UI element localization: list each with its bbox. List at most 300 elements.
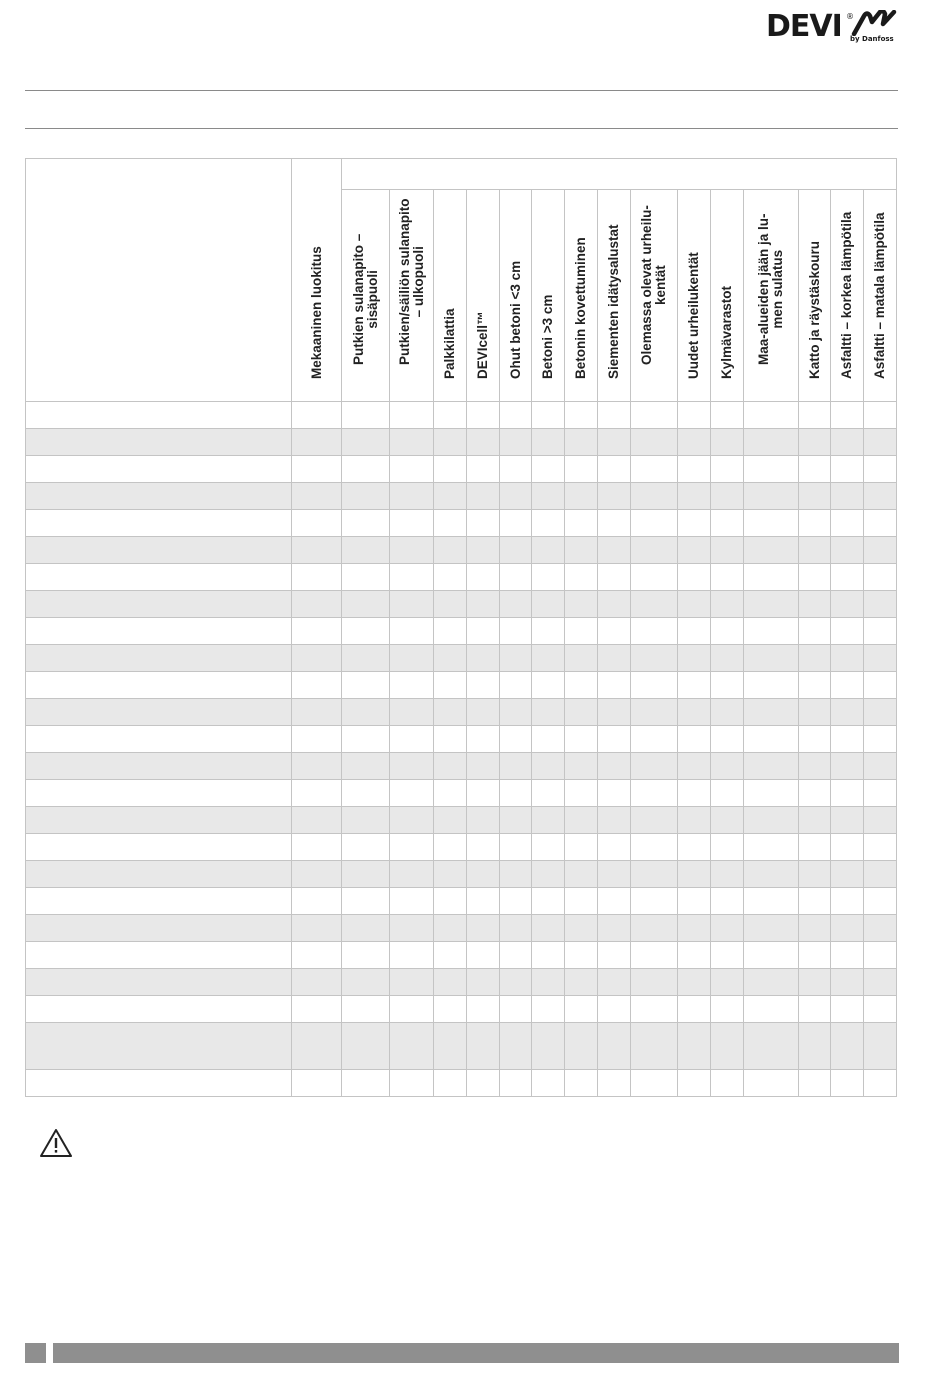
table-cell bbox=[565, 753, 598, 780]
table-cell bbox=[678, 429, 711, 456]
table-cell bbox=[631, 1070, 678, 1097]
table-cell bbox=[598, 834, 631, 861]
table-body bbox=[26, 402, 897, 1097]
table-cell bbox=[631, 645, 678, 672]
table-cell bbox=[864, 780, 897, 807]
column-header-cell bbox=[532, 190, 565, 402]
table-cell bbox=[598, 645, 631, 672]
table-cell bbox=[434, 996, 467, 1023]
table-cell bbox=[744, 510, 799, 537]
table-cell bbox=[390, 753, 434, 780]
table-cell bbox=[631, 915, 678, 942]
table-cell bbox=[532, 429, 565, 456]
table-cell bbox=[565, 564, 598, 591]
table-cell bbox=[711, 591, 744, 618]
column-header bbox=[476, 311, 490, 379]
column-header-line: – ulkopuoli bbox=[410, 246, 426, 318]
table-cell bbox=[434, 402, 467, 429]
table-cell bbox=[500, 780, 532, 807]
table-cell bbox=[434, 618, 467, 645]
table-cell bbox=[711, 1023, 744, 1070]
table-cell bbox=[799, 888, 831, 915]
table-row bbox=[26, 456, 897, 483]
table-cell bbox=[631, 699, 678, 726]
table-row bbox=[26, 510, 897, 537]
table-cell bbox=[598, 699, 631, 726]
table-cell bbox=[864, 699, 897, 726]
table-cell bbox=[434, 834, 467, 861]
table-cell bbox=[799, 807, 831, 834]
column-header-line: Betoni >3 cm bbox=[540, 294, 555, 379]
table-cell bbox=[390, 969, 434, 996]
column-header bbox=[640, 205, 668, 365]
column-header-line: Betonin kovettuminen bbox=[573, 237, 588, 379]
table-cell bbox=[744, 483, 799, 510]
table-cell bbox=[292, 483, 342, 510]
table-cell bbox=[532, 456, 565, 483]
table-cell bbox=[711, 996, 744, 1023]
table-cell bbox=[831, 564, 864, 591]
table-cell bbox=[500, 699, 532, 726]
table-cell bbox=[864, 942, 897, 969]
table-cell bbox=[342, 807, 390, 834]
table-cell bbox=[532, 1023, 565, 1070]
table-cell bbox=[598, 807, 631, 834]
table-cell bbox=[744, 402, 799, 429]
table-cell bbox=[831, 915, 864, 942]
table-cell bbox=[744, 888, 799, 915]
table-cell bbox=[799, 591, 831, 618]
table-cell bbox=[390, 942, 434, 969]
table-cell bbox=[390, 645, 434, 672]
table-row bbox=[26, 942, 897, 969]
table-row bbox=[26, 807, 897, 834]
table-cell bbox=[631, 726, 678, 753]
row-label-cell bbox=[26, 564, 292, 591]
row-label-cell bbox=[26, 645, 292, 672]
table-cell bbox=[467, 780, 500, 807]
table-cell bbox=[678, 591, 711, 618]
table-cell bbox=[678, 726, 711, 753]
table-cell bbox=[631, 969, 678, 996]
table-cell bbox=[711, 753, 744, 780]
table-cell bbox=[711, 1070, 744, 1097]
table-row bbox=[26, 996, 897, 1023]
table-cell bbox=[532, 888, 565, 915]
table-cell bbox=[434, 699, 467, 726]
table-cell bbox=[711, 402, 744, 429]
table-cell bbox=[744, 1070, 799, 1097]
table-cell bbox=[434, 888, 467, 915]
row-label-cell bbox=[26, 780, 292, 807]
table-cell bbox=[799, 537, 831, 564]
table-row bbox=[26, 645, 897, 672]
column-header-cell bbox=[467, 190, 500, 402]
table-cell bbox=[342, 726, 390, 753]
table-cell bbox=[434, 456, 467, 483]
header-corner-cell bbox=[26, 159, 292, 402]
column-header-line: Uudet urheilukentät bbox=[686, 252, 701, 379]
column-header bbox=[509, 261, 523, 379]
table-cell bbox=[500, 456, 532, 483]
table-cell bbox=[864, 1070, 897, 1097]
row-label-cell bbox=[26, 510, 292, 537]
table-cell bbox=[744, 429, 799, 456]
table-cell bbox=[467, 996, 500, 1023]
table-cell bbox=[711, 726, 744, 753]
table-cell bbox=[711, 645, 744, 672]
table-cell bbox=[711, 672, 744, 699]
table-cell bbox=[434, 483, 467, 510]
column-header-line: Maa-alueiden jään ja lu- bbox=[756, 213, 771, 365]
table-cell bbox=[598, 753, 631, 780]
table-cell bbox=[864, 834, 897, 861]
table-cell bbox=[744, 645, 799, 672]
table-cell bbox=[342, 834, 390, 861]
table-cell bbox=[831, 969, 864, 996]
table-cell bbox=[532, 618, 565, 645]
table-cell bbox=[565, 996, 598, 1023]
column-header bbox=[443, 308, 457, 379]
table-cell bbox=[390, 834, 434, 861]
column-header-line: Siementen idätysalustat bbox=[606, 224, 621, 379]
table-cell bbox=[434, 564, 467, 591]
logo-subtitle: by Danfoss bbox=[850, 35, 894, 43]
table-cell bbox=[342, 942, 390, 969]
table-cell bbox=[532, 780, 565, 807]
table-cell bbox=[292, 888, 342, 915]
table-cell bbox=[864, 645, 897, 672]
table-row bbox=[26, 834, 897, 861]
table-row bbox=[26, 969, 897, 996]
table-cell bbox=[342, 699, 390, 726]
table-cell bbox=[532, 483, 565, 510]
row-label-cell bbox=[26, 726, 292, 753]
table-cell bbox=[565, 1023, 598, 1070]
table-cell bbox=[598, 429, 631, 456]
header-row-top bbox=[26, 159, 897, 190]
table-cell bbox=[292, 456, 342, 483]
table-cell bbox=[467, 1070, 500, 1097]
table-cell bbox=[598, 456, 631, 483]
column-header-cell bbox=[678, 190, 711, 402]
table-cell bbox=[532, 672, 565, 699]
footer-bar bbox=[53, 1343, 899, 1363]
table-cell bbox=[831, 429, 864, 456]
table-cell bbox=[744, 942, 799, 969]
table-cell bbox=[292, 672, 342, 699]
table-cell bbox=[467, 861, 500, 888]
row-label-cell bbox=[26, 834, 292, 861]
column-header-line: Putkien sulanapito – bbox=[350, 233, 366, 365]
table-cell bbox=[799, 483, 831, 510]
table-cell bbox=[678, 834, 711, 861]
table-cell bbox=[711, 618, 744, 645]
table-cell bbox=[799, 456, 831, 483]
table-cell bbox=[831, 618, 864, 645]
table-cell bbox=[831, 861, 864, 888]
column-header bbox=[808, 241, 822, 379]
table-cell bbox=[864, 429, 897, 456]
table-cell bbox=[598, 780, 631, 807]
row-label-cell bbox=[26, 807, 292, 834]
table-cell bbox=[532, 699, 565, 726]
table-cell bbox=[799, 402, 831, 429]
table-cell bbox=[631, 510, 678, 537]
table-cell bbox=[598, 672, 631, 699]
table-cell bbox=[500, 1070, 532, 1097]
table-cell bbox=[744, 753, 799, 780]
table-cell bbox=[390, 888, 434, 915]
row-label-cell bbox=[26, 996, 292, 1023]
table-cell bbox=[598, 726, 631, 753]
table-cell bbox=[744, 591, 799, 618]
table-cell bbox=[711, 969, 744, 996]
table-cell bbox=[292, 726, 342, 753]
table-cell bbox=[532, 726, 565, 753]
table-cell bbox=[500, 807, 532, 834]
table-cell bbox=[500, 402, 532, 429]
column-header bbox=[840, 212, 854, 379]
header-application-group bbox=[342, 159, 897, 190]
column-header-cell bbox=[598, 190, 631, 402]
row-label-cell bbox=[26, 618, 292, 645]
table-row bbox=[26, 672, 897, 699]
table-cell bbox=[434, 861, 467, 888]
table-row bbox=[26, 888, 897, 915]
table-cell bbox=[565, 807, 598, 834]
table-cell bbox=[292, 591, 342, 618]
table-cell bbox=[864, 969, 897, 996]
table-cell bbox=[799, 1023, 831, 1070]
table-cell bbox=[565, 942, 598, 969]
table-cell bbox=[631, 780, 678, 807]
table-cell bbox=[500, 726, 532, 753]
column-header-line: Olemassa olevat urheilu- bbox=[639, 205, 654, 365]
row-label-cell bbox=[26, 915, 292, 942]
column-header-cell bbox=[744, 190, 799, 402]
table-cell bbox=[500, 969, 532, 996]
table-cell bbox=[799, 1070, 831, 1097]
table-cell bbox=[500, 861, 532, 888]
table-cell bbox=[864, 861, 897, 888]
column-header bbox=[398, 198, 426, 365]
table-cell bbox=[500, 645, 532, 672]
table-cell bbox=[467, 402, 500, 429]
column-header-cell bbox=[631, 190, 678, 402]
table-cell bbox=[631, 429, 678, 456]
table-cell bbox=[532, 591, 565, 618]
column-header bbox=[541, 295, 555, 379]
table-cell bbox=[342, 1023, 390, 1070]
table-cell bbox=[711, 510, 744, 537]
table-cell bbox=[565, 456, 598, 483]
table-cell bbox=[744, 537, 799, 564]
table-cell bbox=[342, 537, 390, 564]
table-cell bbox=[831, 672, 864, 699]
table-cell bbox=[292, 834, 342, 861]
table-cell bbox=[711, 537, 744, 564]
table-cell bbox=[864, 726, 897, 753]
table-row bbox=[26, 861, 897, 888]
table-cell bbox=[799, 564, 831, 591]
table-cell bbox=[292, 1023, 342, 1070]
table-cell bbox=[565, 645, 598, 672]
table-cell bbox=[342, 915, 390, 942]
table-cell bbox=[292, 753, 342, 780]
table-cell bbox=[500, 996, 532, 1023]
table-cell bbox=[342, 969, 390, 996]
table-cell bbox=[532, 915, 565, 942]
table-cell bbox=[390, 402, 434, 429]
table-cell bbox=[390, 996, 434, 1023]
table-cell bbox=[467, 456, 500, 483]
table-cell bbox=[864, 618, 897, 645]
column-header-line: Asfaltti – matala lämpötila bbox=[872, 212, 887, 379]
table-cell bbox=[565, 429, 598, 456]
table-cell bbox=[467, 915, 500, 942]
table-cell bbox=[631, 537, 678, 564]
table-cell bbox=[631, 402, 678, 429]
table-cell bbox=[565, 699, 598, 726]
table-cell bbox=[434, 969, 467, 996]
table-cell bbox=[434, 807, 467, 834]
table-cell bbox=[678, 753, 711, 780]
table-row bbox=[26, 429, 897, 456]
column-header-line: Katto ja räystäskouru bbox=[806, 240, 822, 379]
column-header bbox=[352, 234, 380, 365]
table-cell bbox=[342, 591, 390, 618]
table-cell bbox=[831, 726, 864, 753]
registered-mark: ® bbox=[846, 12, 854, 21]
table-cell bbox=[744, 780, 799, 807]
table-cell bbox=[292, 429, 342, 456]
table-cell bbox=[864, 672, 897, 699]
table-cell bbox=[565, 402, 598, 429]
table-cell bbox=[678, 807, 711, 834]
table-cell bbox=[631, 672, 678, 699]
table-cell bbox=[390, 915, 434, 942]
table-cell bbox=[467, 753, 500, 780]
column-header: Mekaaninen luokitus bbox=[308, 246, 324, 379]
table-cell bbox=[434, 726, 467, 753]
table-cell bbox=[532, 402, 565, 429]
table-cell bbox=[434, 1023, 467, 1070]
table-cell bbox=[390, 564, 434, 591]
row-label-cell bbox=[26, 537, 292, 564]
table-cell bbox=[631, 618, 678, 645]
table-cell bbox=[744, 618, 799, 645]
table-row bbox=[26, 591, 897, 618]
table-cell bbox=[711, 861, 744, 888]
column-header-line: kentät bbox=[653, 265, 668, 305]
table-cell bbox=[711, 834, 744, 861]
table-cell bbox=[831, 645, 864, 672]
table-cell bbox=[799, 672, 831, 699]
row-label-cell bbox=[26, 753, 292, 780]
table-cell bbox=[799, 618, 831, 645]
column-header-cell bbox=[831, 190, 864, 402]
column-header bbox=[607, 224, 621, 379]
table-cell bbox=[864, 888, 897, 915]
table-cell bbox=[631, 456, 678, 483]
table-cell bbox=[532, 564, 565, 591]
table-cell bbox=[711, 942, 744, 969]
table-cell bbox=[342, 564, 390, 591]
table-cell bbox=[532, 942, 565, 969]
page-number-box bbox=[25, 1343, 46, 1363]
table-cell bbox=[342, 645, 390, 672]
table-cell bbox=[292, 537, 342, 564]
table-cell bbox=[831, 753, 864, 780]
table-cell bbox=[799, 753, 831, 780]
table-cell bbox=[831, 780, 864, 807]
column-header-line: men sulatus bbox=[770, 249, 785, 329]
table-cell bbox=[390, 780, 434, 807]
column-header-line: Putkien/säiliön sulanapito bbox=[396, 198, 412, 365]
table-cell bbox=[532, 753, 565, 780]
table-cell bbox=[864, 537, 897, 564]
table-cell bbox=[799, 996, 831, 1023]
table-cell bbox=[565, 888, 598, 915]
table-cell bbox=[799, 699, 831, 726]
table-cell bbox=[864, 753, 897, 780]
table-cell bbox=[342, 402, 390, 429]
table-cell bbox=[500, 942, 532, 969]
table-cell bbox=[532, 537, 565, 564]
table-cell bbox=[565, 915, 598, 942]
table-cell bbox=[500, 537, 532, 564]
table-cell bbox=[292, 699, 342, 726]
table-cell bbox=[744, 807, 799, 834]
table-cell bbox=[434, 645, 467, 672]
table-cell bbox=[631, 942, 678, 969]
table-cell bbox=[467, 429, 500, 456]
table-cell bbox=[598, 510, 631, 537]
table-cell bbox=[434, 915, 467, 942]
table-cell bbox=[532, 996, 565, 1023]
column-header-cell bbox=[565, 190, 598, 402]
table-cell bbox=[744, 996, 799, 1023]
table-cell bbox=[292, 807, 342, 834]
table-cell bbox=[631, 807, 678, 834]
cable-application-grid bbox=[25, 158, 897, 1097]
table-row bbox=[26, 564, 897, 591]
table-cell bbox=[565, 780, 598, 807]
row-label-cell bbox=[26, 1023, 292, 1070]
table-cell bbox=[744, 456, 799, 483]
table-cell bbox=[598, 402, 631, 429]
table-cell bbox=[678, 861, 711, 888]
table-cell bbox=[342, 456, 390, 483]
table-cell bbox=[390, 456, 434, 483]
table-cell bbox=[434, 537, 467, 564]
table-cell bbox=[598, 861, 631, 888]
table-cell bbox=[864, 591, 897, 618]
table-cell bbox=[342, 888, 390, 915]
table-cell bbox=[565, 969, 598, 996]
table-cell bbox=[292, 564, 342, 591]
table-cell bbox=[390, 483, 434, 510]
devi-logo bbox=[762, 8, 902, 46]
table-cell bbox=[467, 969, 500, 996]
table-row bbox=[26, 780, 897, 807]
table-cell bbox=[598, 564, 631, 591]
table-row bbox=[26, 537, 897, 564]
table-cell bbox=[864, 510, 897, 537]
table-cell bbox=[678, 915, 711, 942]
table-cell bbox=[390, 726, 434, 753]
